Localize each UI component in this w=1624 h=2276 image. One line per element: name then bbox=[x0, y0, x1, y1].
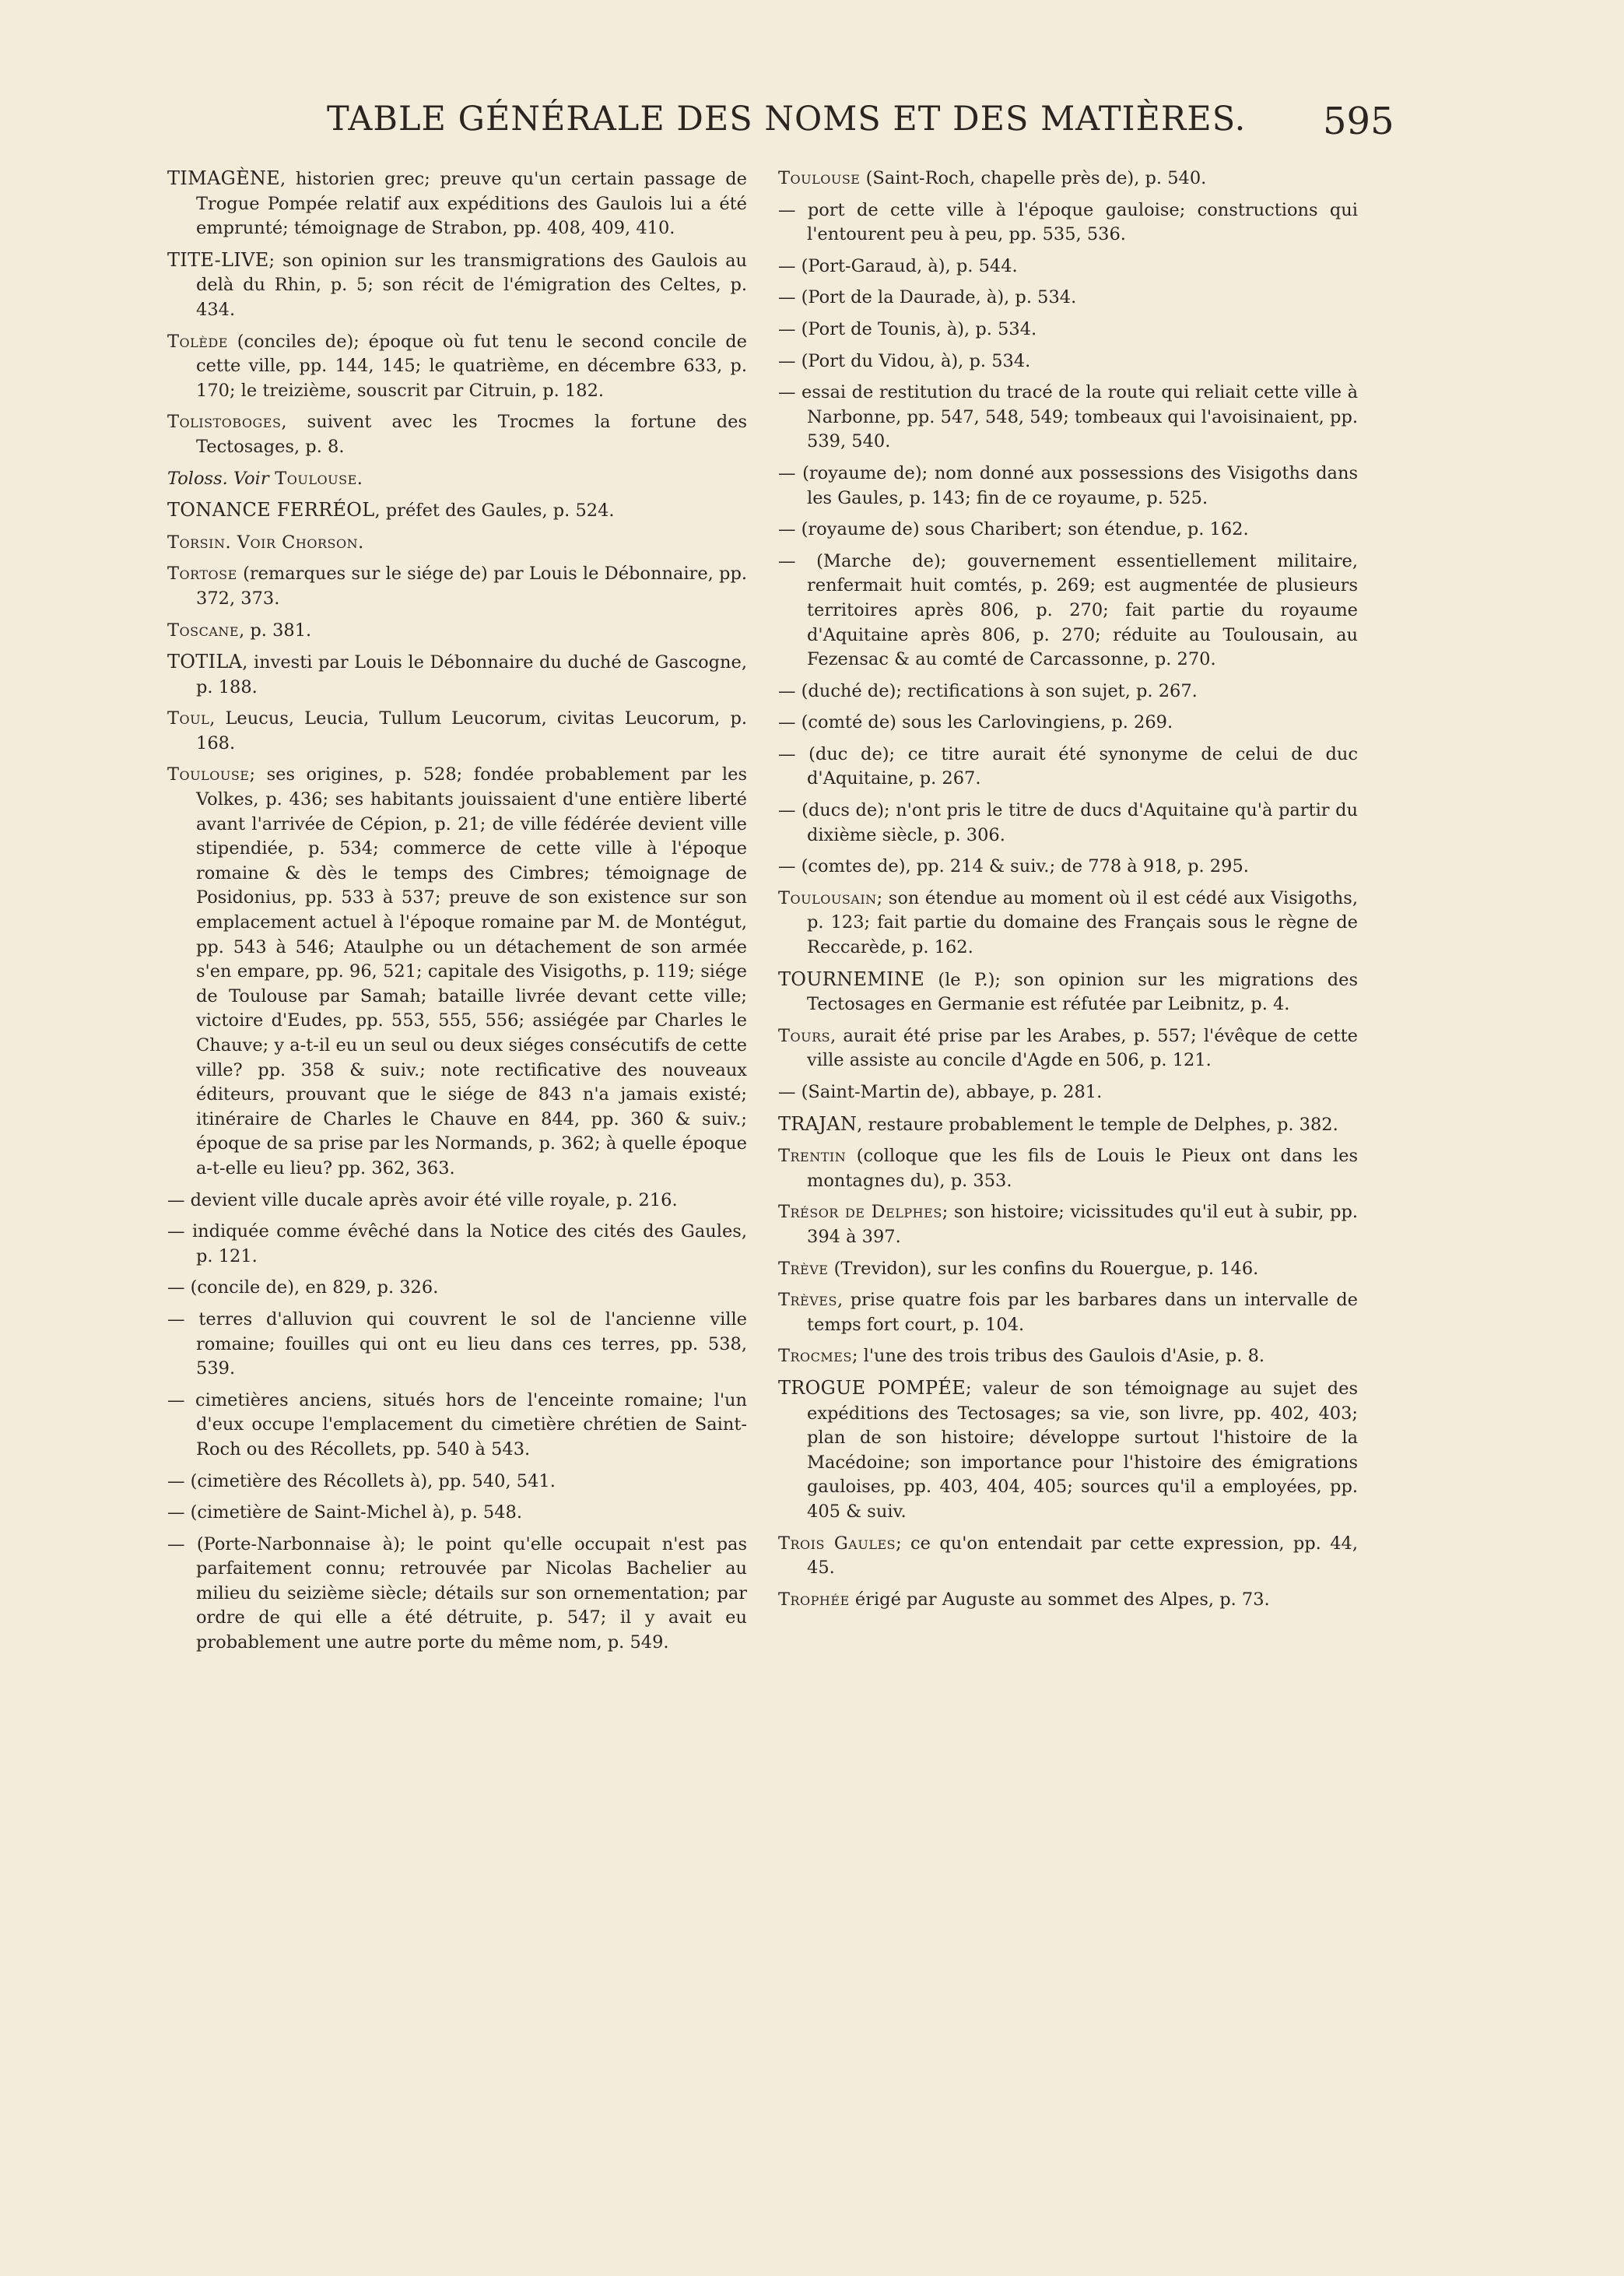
entry-text: (le P.); son opinion sur les migrations des Tectosages en Germanie est réfutée par Leibnitz, p. 4. bbox=[807, 969, 1358, 1015]
entry-head: — bbox=[167, 1533, 185, 1554]
entry-head: — bbox=[778, 350, 796, 371]
entry-text: (comtes de), pp. 214 & suiv.; de 778 à 918, p. 295. bbox=[795, 856, 1249, 877]
entry-text: (Saint-Martin de), abbaye, p. 281. bbox=[795, 1082, 1103, 1102]
entry-head: — bbox=[778, 519, 796, 540]
entry-head: — bbox=[778, 550, 796, 571]
entry-head: Tolistoboges bbox=[167, 412, 282, 433]
entry-text: ; valeur de son témoignage au sujet des expéditions des Tectosages; sa vie, son livre, pp. 402, 403; plan de son histoire; développe surtout l'histoire de la Macédoine; son importance pour l'histoire des émigrations gauloises, pp. 403, 404, 405; sources qu'il a employées, pp. 405 & suiv. bbox=[807, 1378, 1358, 1522]
entry-text: , prise quatre fois par les barbares dans un intervalle de temps fort court, p. 104. bbox=[807, 1290, 1358, 1335]
index-entry bbox=[778, 799, 1358, 848]
index-entry bbox=[778, 1588, 1358, 1613]
index-entry bbox=[167, 650, 747, 700]
entry-text: (remarques sur le siége de) par Louis le Débonnaire, pp. 372, 373. bbox=[196, 564, 747, 609]
index-entry bbox=[167, 1533, 747, 1656]
running-head: TABLE GÉNÉRALE DES NOMS ET DES MATIÈRES. bbox=[327, 100, 1247, 139]
entry-text: , p. 381. bbox=[239, 620, 312, 641]
index-entry bbox=[778, 1112, 1358, 1138]
index-entry bbox=[778, 550, 1358, 673]
entry-head: Trentin bbox=[778, 1146, 847, 1167]
index-entry bbox=[778, 1080, 1358, 1105]
entry-text: , Leucus, Leucia, Tullum Leucorum, civitas Leucorum, p. 168. bbox=[196, 708, 747, 753]
entry-text: , suivent avec les Trocmes la fortune des Tectosages, p. 8. bbox=[196, 412, 747, 457]
index-entry bbox=[167, 410, 747, 459]
entry-text: (Porte-Narbonnaise à); le point qu'elle occupait n'est pas parfaitement connu; retrouvée par Nicolas Bachelier au milieu du seizième siècle; détails sur son ornementation; par ordre de qui elle a été détruite, p. 547; il y avait eu probablement une autre porte du même nom, p. 549. bbox=[184, 1533, 747, 1653]
entry-head: — bbox=[778, 199, 796, 220]
entry-head: Toscane bbox=[167, 620, 240, 641]
right-column bbox=[778, 167, 1358, 1619]
entry-head: Trois Gaules bbox=[778, 1533, 896, 1554]
index-entry bbox=[167, 531, 747, 556]
entry-head: — bbox=[778, 382, 796, 403]
entry-head: — bbox=[778, 255, 796, 276]
entry-head: TONANCE FERRÉOL bbox=[167, 499, 375, 522]
index-entry bbox=[778, 743, 1358, 792]
index-entry bbox=[167, 1501, 747, 1526]
index-entry bbox=[778, 855, 1358, 880]
entry-text: ; son opinion sur les transmigrations des Gaulois au delà du Rhin, p. 5; son récit de l'émigration des Celtes, p. 434. bbox=[196, 250, 747, 320]
index-entry bbox=[167, 1389, 747, 1463]
entry-head: — bbox=[167, 1389, 185, 1410]
entry-head: Toloss. Voir bbox=[167, 468, 269, 489]
entry-text: port de cette ville à l'époque gauloise; constructions qui l'entourent peu à peu, pp. 535, 536. bbox=[795, 199, 1358, 245]
index-entry bbox=[167, 562, 747, 611]
index-entry bbox=[778, 887, 1358, 961]
index-entry bbox=[778, 255, 1358, 279]
entry-head: Torsin. Voir bbox=[167, 532, 276, 553]
entry-head: — bbox=[167, 1221, 185, 1242]
index-entry bbox=[167, 330, 747, 404]
entry-text: Toulouse. bbox=[268, 468, 363, 489]
index-entry bbox=[778, 680, 1358, 704]
entry-head: Tortose bbox=[167, 564, 237, 585]
index-entry bbox=[778, 318, 1358, 342]
entry-text: (cimetière de Saint-Michel à), p. 548. bbox=[184, 1502, 522, 1523]
entry-text: (Saint-Roch, chapelle près de), p. 540. bbox=[860, 168, 1207, 188]
index-entry bbox=[778, 1144, 1358, 1193]
index-entry bbox=[778, 968, 1358, 1017]
page-number: 595 bbox=[1323, 100, 1394, 143]
entry-head: TRAJAN bbox=[778, 1112, 858, 1135]
entry-head: — bbox=[778, 743, 796, 764]
entry-head: — bbox=[167, 1470, 185, 1491]
index-entry bbox=[167, 467, 747, 492]
entry-text: , aurait été prise par les Arabes, p. 557; l'évêque de cette ville assiste au concile d'Agde en 506, p. 121. bbox=[807, 1025, 1358, 1071]
entry-text: ; ses origines, p. 528; fondée probablement par les Volkes, p. 436; ses habitants jouissaient d'une entière liberté avant l'arrivée de Cépion, p. 21; de ville fédérée devient ville stipendiée, p. 534; commerce de cette ville à l'époque romaine & dès le temps des Cimbres; témoignage de Posidonius, pp. 533 à 537; preuve de son existence sur son emplacement actuel à l'époque romaine par M. de Montégut, pp. 543 à 546; Ataulphe ou un détachement de son armée s'en empare, pp. 96, 521; capitale des Visigoths, p. 119; siége de Toulouse par Samah; bataille livrée devant cette ville; victoire d'Eudes, pp. 553, 555, 556; assiégée par Charles le Chauve; y a-t-il eu un seul ou deux siéges consécutifs de cette ville? pp. 358 & suiv.; note rectificative des nouveaux éditeurs, prouvant que le siége de 843 n'a jamais existé; itinéraire de Charles le Chauve en 844, pp. 360 & suiv.; époque de sa prise par les Normands, p. 362; à quelle époque a-t-elle eu lieu? pp. 362, 363. bbox=[196, 764, 747, 1178]
entry-text: terres d'alluvion qui couvrent le sol de l'ancienne ville romaine; fouilles qui ont eu lieu dans ces terres, pp. 538, 539. bbox=[184, 1308, 747, 1379]
entry-head: Trésor de Delphes bbox=[778, 1202, 942, 1223]
entry-text: , restaure probablement le temple de Delphes, p. 382. bbox=[857, 1114, 1338, 1135]
index-entry bbox=[167, 707, 747, 756]
entry-text: ; son histoire; vicissitudes qu'il eut à subir, pp. 394 à 397. bbox=[807, 1202, 1359, 1247]
entry-text: indiquée comme évêché dans la Notice des cités des Gaules, p. 121. bbox=[184, 1221, 747, 1266]
entry-text: (ducs de); n'ont pris le titre de ducs d'Aquitaine qu'à partir du dixième siècle, p. 306. bbox=[795, 800, 1358, 845]
index-entry bbox=[167, 763, 747, 1181]
index-entry bbox=[778, 1344, 1358, 1369]
entry-head: Toul bbox=[167, 708, 210, 729]
index-entry bbox=[778, 1376, 1358, 1525]
entry-text: (concile de), en 829, p. 326. bbox=[184, 1277, 439, 1298]
index-entry bbox=[778, 711, 1358, 736]
entry-head: — bbox=[778, 680, 796, 701]
entry-text: (Trevidon), sur les confins du Rouergue, p. 146. bbox=[828, 1258, 1259, 1279]
entry-text: (conciles de); époque où fut tenu le second concile de cette ville, pp. 144, 145; le quatrième, en décembre 633, p. 170; le treizième, souscrit par Citruin, p. 182. bbox=[196, 331, 747, 401]
entry-text: (royaume de); nom donné aux possessions des Visigoths dans les Gaules, p. 143; fin de ce royaume, p. 525. bbox=[795, 462, 1358, 508]
entry-head: — bbox=[778, 800, 796, 821]
index-entry bbox=[778, 1200, 1358, 1249]
entry-head: — bbox=[778, 462, 796, 483]
entry-head: Trophée bbox=[778, 1589, 850, 1610]
entry-text: , préfet des Gaules, p. 524. bbox=[374, 501, 615, 522]
entry-text: (duc de); ce titre aurait été synonyme de celui de duc d'Aquitaine, p. 267. bbox=[795, 743, 1358, 789]
entry-head: Trèves bbox=[778, 1290, 837, 1311]
entry-head: TROGUE POMPÉE bbox=[778, 1376, 966, 1399]
entry-head: Toulouse bbox=[778, 168, 861, 188]
index-entry bbox=[167, 167, 747, 241]
index-entry bbox=[778, 349, 1358, 374]
entry-head: — bbox=[167, 1502, 185, 1523]
entry-head: — bbox=[778, 856, 796, 877]
entry-text: ; son étendue au moment où il est cédé aux Visigoths, p. 123; fait partie du domaine des Français sous le règne de Reccarède, p. 162. bbox=[807, 887, 1358, 958]
entry-head: Tours bbox=[778, 1025, 831, 1046]
entry-text: (royaume de) sous Charibert; son étendue, p. 162. bbox=[795, 519, 1249, 540]
index-entry bbox=[167, 1308, 747, 1382]
entry-text: (Port de Tounis, à), p. 534. bbox=[795, 318, 1037, 339]
entry-text: (Port-Garaud, à), p. 544. bbox=[795, 255, 1018, 276]
index-entry bbox=[778, 198, 1358, 248]
entry-text: essai de restitution du tracé de la route qui reliait cette ville à Narbonne, pp. 547, 548, 549; tombeaux qui l'avoisinaient, pp. 539, 540. bbox=[795, 382, 1358, 452]
index-entry bbox=[167, 248, 747, 323]
entry-head: — bbox=[167, 1189, 185, 1210]
entry-head: — bbox=[778, 712, 796, 733]
index-entry bbox=[778, 286, 1358, 311]
index-entry bbox=[167, 1276, 747, 1301]
index-entry bbox=[778, 1024, 1358, 1073]
index-entry bbox=[167, 1470, 747, 1495]
entry-text: ; l'une des trois tribus des Gaulois d'Asie, p. 8. bbox=[851, 1346, 1265, 1367]
index-entry bbox=[778, 1257, 1358, 1282]
entry-text: érigé par Auguste au sommet des Alpes, p. 73. bbox=[849, 1589, 1270, 1610]
entry-text: (Port du Vidou, à), p. 534. bbox=[795, 350, 1031, 371]
index-entry bbox=[778, 518, 1358, 543]
index-entry bbox=[778, 1288, 1358, 1337]
index-entry bbox=[167, 1220, 747, 1269]
left-column bbox=[167, 167, 747, 1663]
index-entry bbox=[778, 1532, 1358, 1581]
index-entry bbox=[167, 498, 747, 524]
entry-text: , historien grec; preuve qu'un certain passage de Trogue Pompée relatif aux expéditions des Gaulois lui a été emprunté; témoignage de Strabon, pp. 408, 409, 410. bbox=[196, 169, 747, 239]
entry-text: Chorson. bbox=[275, 532, 364, 553]
entry-head: TIMAGÈNE bbox=[167, 167, 281, 189]
entry-head: Trocmes bbox=[778, 1346, 852, 1367]
index-entry bbox=[167, 1189, 747, 1214]
index-entry bbox=[167, 619, 747, 644]
entry-text: ; ce qu'on entendait par cette expression, pp. 44, 45. bbox=[807, 1533, 1358, 1579]
entry-head: — bbox=[778, 318, 796, 339]
index-entry bbox=[778, 462, 1358, 511]
entry-head: — bbox=[167, 1308, 185, 1329]
entry-text: (comté de) sous les Carlovingiens, p. 269. bbox=[795, 712, 1173, 733]
entry-text: , investi par Louis le Débonnaire du duché de Gascogne, p. 188. bbox=[196, 652, 747, 697]
entry-text: (colloque que les fils de Louis le Pieux ont dans les montagnes du), p. 353. bbox=[807, 1146, 1358, 1191]
entry-head: TOTILA bbox=[167, 651, 243, 673]
entry-head: — bbox=[778, 287, 796, 308]
entry-text: cimetières anciens, situés hors de l'enceinte romaine; l'un d'eux occupe l'emplacement du cimetière chrétien de Saint-Roch ou des Récollets, pp. 540 à 543. bbox=[184, 1389, 747, 1459]
index-entry bbox=[778, 381, 1358, 455]
entry-text: (Port de la Daurade, à), p. 534. bbox=[795, 287, 1077, 308]
entry-text: (Marche de); gouvernement essentiellement militaire, renfermait huit comtés, p. 269; est augmentée de plusieurs territoires après 806, p. 270; fait partie du royaume d'Aquitaine après 806, p. 270; réduite au Toulousain, au Fezensac & au comté de Carcassonne, p. 270. bbox=[795, 550, 1358, 670]
entry-head: TOURNEMINE bbox=[778, 968, 925, 990]
entry-text: devient ville ducale après avoir été ville royale, p. 216. bbox=[184, 1189, 678, 1210]
entry-text: (duché de); rectifications à son sujet, p. 267. bbox=[795, 680, 1198, 701]
entry-head: Trève bbox=[778, 1258, 829, 1279]
entry-text: (cimetière des Récollets à), pp. 540, 541. bbox=[184, 1470, 556, 1491]
entry-head: TITE-LIVE bbox=[167, 248, 269, 271]
entry-head: Tolède bbox=[167, 331, 228, 352]
entry-head: — bbox=[778, 1082, 796, 1102]
entry-head: Toulousain bbox=[778, 887, 877, 908]
entry-head: — bbox=[167, 1277, 185, 1298]
index-entry bbox=[778, 167, 1358, 191]
entry-head: Toulouse bbox=[167, 764, 250, 785]
